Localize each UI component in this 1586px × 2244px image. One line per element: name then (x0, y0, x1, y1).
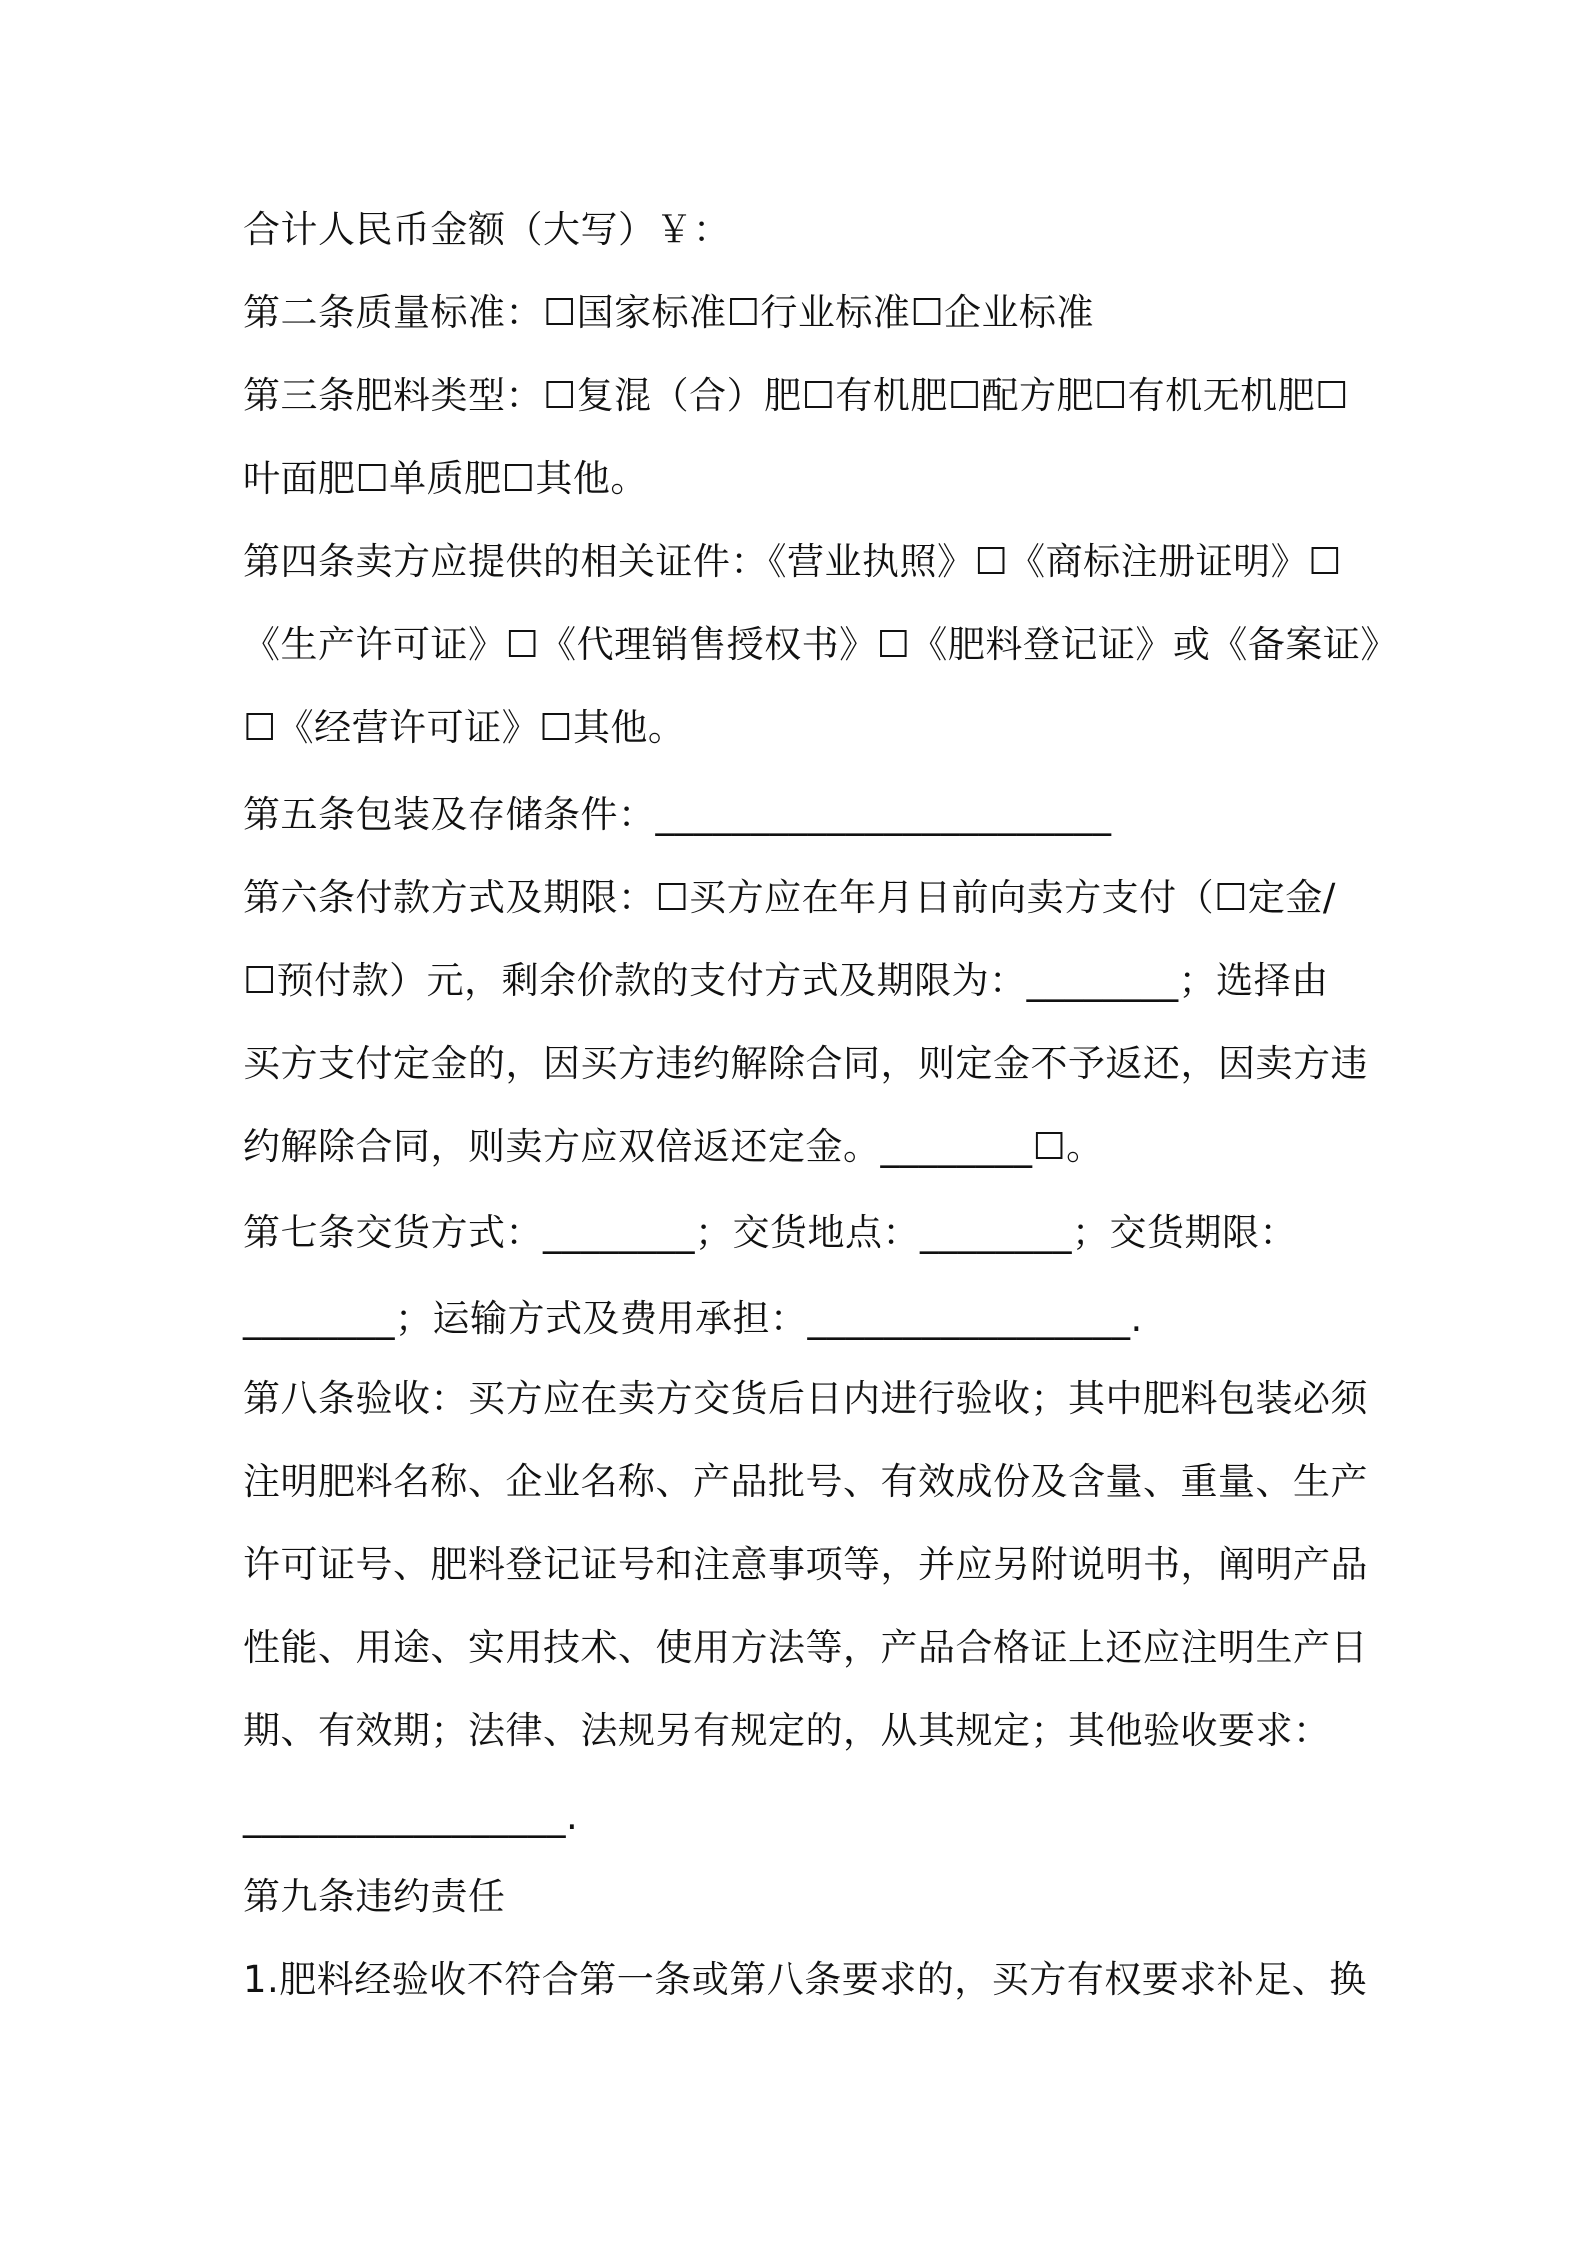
article-4-continued-2: ☐《经营许可证》☐其他。 (243, 706, 686, 749)
article-7-continued: ________；运输方式及费用承担：_________________. (243, 1297, 1143, 1340)
article-4-certificates: 第四条卖方应提供的相关证件：《营业执照》☐《商标注册证明》☐ (243, 540, 1342, 583)
article-4-continued-1: 《生产许可证》☐《代理销售授权书》☐《肥料登记证》或《备案证》 (243, 623, 1398, 666)
article-5-packaging: 第五条包装及存储条件：________________________ (243, 793, 1112, 836)
article-6-payment: 第六条付款方式及期限：☐买方应在年月日前向卖方支付（☐定金/ (243, 876, 1336, 919)
article-7-delivery: 第七条交货方式：________；交货地点：________；交货期限： (243, 1211, 1297, 1254)
article-8-acceptance: 第八条验收：买方应在卖方交货后日内进行验收；其中肥料包装必须 (243, 1377, 1368, 1420)
article-8-continued-2: 许可证号、肥料登记证号和注意事项等，并应另附说明书，阐明产品 (243, 1543, 1368, 1586)
article-2-quality: 第二条质量标准：☐国家标准☐行业标准☐企业标准 (243, 291, 1095, 334)
article-8-continued-3: 性能、用途、实用技术、使用方法等，产品合格证上还应注明生产日 (243, 1626, 1368, 1669)
article-3-fertilizer-type: 第三条肥料类型：☐复混（合）肥☐有机肥☐配方肥☐有机无机肥☐ (243, 374, 1349, 417)
article-8-continued-4: 期、有效期；法律、法规另有规定的，从其规定；其他验收要求： (243, 1709, 1331, 1752)
article-6-continued-3: 约解除合同，则卖方应双倍返还定金。________☐。 (243, 1125, 1104, 1168)
article-9-item-1: 1.肥料经验收不符合第一条或第八条要求的，买方有权要求补足、换 (243, 1958, 1367, 2001)
article-6-continued-1: ☐预付款）元，剩余价款的支付方式及期限为：________；选择由 (243, 959, 1329, 1002)
article-9-heading: 第九条违约责任 (243, 1875, 506, 1918)
article-8-continued-1: 注明肥料名称、企业名称、产品批号、有效成份及含量、重量、生产 (243, 1460, 1368, 1503)
article-3-continued: 叶面肥☐单质肥☐其他。 (243, 457, 648, 500)
article-8-continued-5: _________________. (243, 1795, 579, 1838)
total-amount-line: 合计人民币金额（大写）￥： (243, 208, 731, 251)
article-6-continued-2: 买方支付定金的，因买方违约解除合同，则定金不予返还，因卖方违 (243, 1042, 1368, 1085)
